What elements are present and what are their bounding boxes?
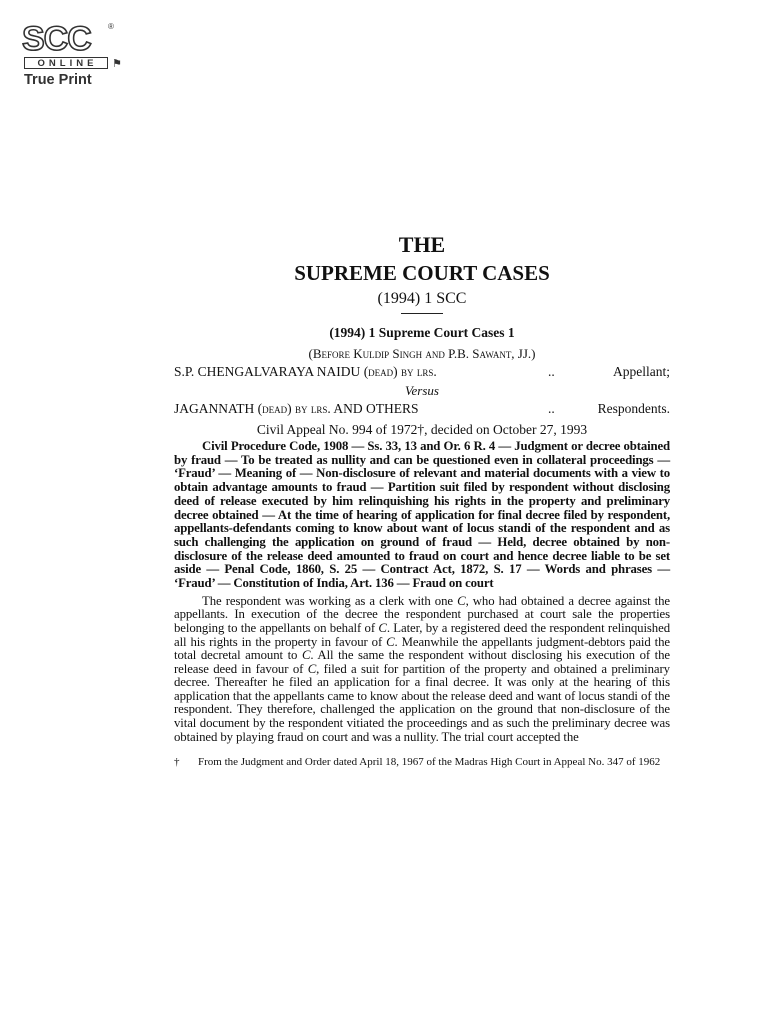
respondent-tail: AND OTHERS [333,401,419,416]
versus-label: Versus [405,383,439,398]
party-c: C [457,593,466,608]
document-page [174,232,670,769]
appellant-line [174,362,670,382]
appellant-dots: .. [548,364,555,379]
body-text: . Later, by a registered deed the respondent relinquished all his rights in the property in favour of [174,620,670,649]
body-text: . All the same the respondent without disclosing his execution of the release deed in favour of [174,648,670,676]
headnote: Civil Procedure Code, 1908 — Ss. 33, 13 and Or. 6 R. 4 — Judgment or decree obtained by fraud — To be treated as nullity and can be questioned even in collateral proceedings — ‘Fraud’ — Meaning of — Non-disclosure of relevant and material documents with a view to obtain advantage amounts to fraud — Partition suit filed by respondent without disclosing deed of release executed by him relinquishing his rights in the property and preliminary decree obtained — At the time of hearing of application for final decree filed by respondent, appellants-defendants coming to know about want of locus standi of the respondent and as such challenging the application on ground of fraud — Held, decree obtained by non-disclosure of the release deed amounted to fraud on court and hence decree liable to be set aside — Penal Code, 1860, S. 25 — Contract Act, 1872, S. 17 — Words and phrases — ‘Fraud’ — Constitution of India, Art. 136 — Fraud on court [174,439,670,591]
respondent-line [174,399,670,419]
party-c: C [307,661,317,676]
title-divider [401,313,443,314]
appeal-info: Civil Appeal No. 994 of 1972†, decided on October 27, 1993 [256,422,588,437]
logo-brand: SCC [22,20,91,58]
body-paragraph [174,595,670,745]
flag-icon: ⚑ [112,57,122,70]
journal-title-line2: SUPREME COURT CASES [294,261,550,285]
body-text: , who had obtained a decree against the appellants. In execution of the decree the respondent purchased at court sale the properties belonging to the appellants on behalf of [174,593,670,635]
bench-composition: (Before Kuldip Singh and P.B. Sawant, JJ.) [308,346,536,361]
footnote-mark: † [174,756,180,769]
respondent-name: JAGANNATH [174,401,255,416]
party-c: C [378,620,387,635]
journal-volume: (1994) 1 SCC [377,290,467,307]
logo-tagline: True Print [24,72,92,88]
scc-online-logo [22,22,122,92]
party-c: C [386,634,395,649]
respondent-role: Respondents. [597,401,670,416]
registered-mark: ® [108,22,114,31]
appellant-role: Appellant; [613,364,670,379]
respondent-dots: .. [548,401,555,416]
party-c: C [301,648,311,663]
journal-title-line1: THE [398,232,446,257]
body-text: The respondent was working as a clerk with one [202,593,458,608]
body-text: . Meanwhile the appellants judgment-debtors paid the total decretal amount to [174,634,670,663]
case-citation: (1994) 1 Supreme Court Cases 1 [329,325,515,340]
body-text: , filed a suit for partition of the property and obtained a preliminary decree. Thereafter he filed an application for a final decree. It was only at the hearing of this application that the appellants came to know about the release deed and want of locus standi of the respondent. They therefore, challenged the application on the ground that non-disclosure of the vital document by the respondent vitiated the proceedings and as such the preliminary decree was obtained by playing fraud on court and was a nullity. The trial court accepted the [174,661,670,744]
appellant-suffix: (dead) by lrs. [363,364,437,379]
respondent-suffix: (dead) by lrs. [257,401,331,416]
logo-online-text: ONLINE [24,57,108,69]
footnote [174,756,670,769]
footnote-text: From the Judgment and Order dated April 18, 1967 of the Madras High Court in Appeal No. 347 of 1962 [198,756,661,769]
appellant-name: S.P. CHENGALVARAYA NAIDU [174,364,361,379]
